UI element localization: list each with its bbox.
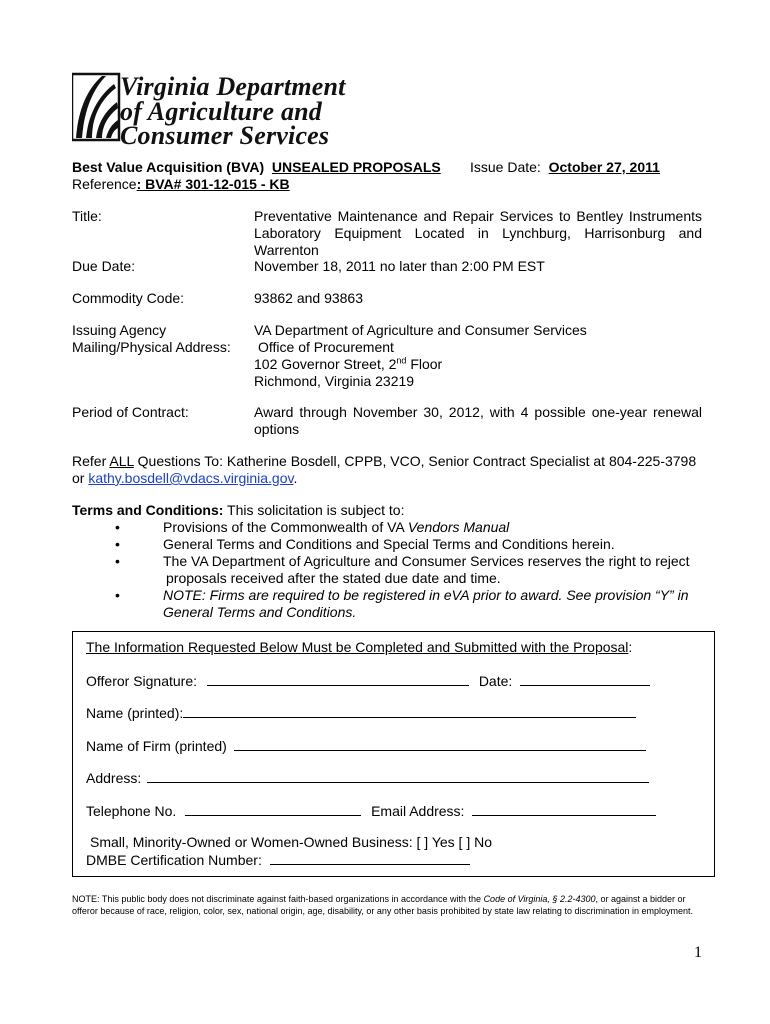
agency-address: VA Department of Agriculture and Consumer Services Office of Procurement 102 Governor Street, 2nd Floor Richmond, Virginia 23219 <box>254 322 587 389</box>
dmbe-business-question[interactable]: Small, Minority-Owned or Women-Owned Business: [ ] Yes [ ] No <box>90 834 493 850</box>
questions-email-line: or kathy.bosdell@vdacs.virginia.gov. <box>72 470 298 486</box>
signature-date-field[interactable] <box>520 672 650 686</box>
period-value: Award through November 30, 2012, with 4 possible one-year renewal options <box>254 404 702 437</box>
offeror-signature-field[interactable] <box>207 672 469 686</box>
bva-heading: Best Value Acquisition (BVA) UNSEALED PROPOSALS <box>72 159 441 175</box>
email-address-field[interactable] <box>472 802 656 816</box>
firm-name-field[interactable] <box>234 737 646 751</box>
due-date-value: November 18, 2011 no later than 2:00 PM EST <box>254 258 545 274</box>
contact-email-link[interactable]: kathy.bosdell@vdacs.virginia.gov <box>88 470 294 486</box>
name-printed-field[interactable] <box>183 704 636 718</box>
firm-name-row: Name of Firm (printed) <box>86 737 646 755</box>
logo-line-3: Consumer Services <box>120 121 330 150</box>
agency-label: Issuing Agency Mailing/Physical Address: <box>72 322 231 355</box>
due-date-label: Due Date: <box>72 258 136 274</box>
title-value: Preventative Maintenance and Repair Services to Bentley Instruments Laboratory Equipment Located in Lynchburg, Harrisonburg and Warrenton <box>254 208 702 258</box>
period-label: Period of Contract: <box>72 404 189 420</box>
offeror-signature-row: Offeror Signature: Date: <box>86 672 650 690</box>
questions-contact: Refer ALL Questions To: Katherine Bosdell, CPPB, VCO, Senior Contract Specialist at 804-225-3798 <box>72 453 697 469</box>
telephone-field[interactable] <box>185 802 361 816</box>
page-number: 1 <box>694 944 702 961</box>
logo-line-2: of Agriculture and <box>120 97 323 126</box>
contact-row: Telephone No. Email Address: <box>86 802 656 820</box>
issue-date: Issue Date: October 27, 2011 <box>470 159 660 175</box>
reference: Reference: BVA# 301-12-015 - KB <box>72 176 290 192</box>
commodity-label: Commodity Code: <box>72 290 185 306</box>
title-label: Title: <box>72 208 102 224</box>
dmbe-cert-field[interactable] <box>270 851 470 865</box>
commodity-value: 93862 and 93863 <box>254 290 363 306</box>
address-field[interactable] <box>147 769 649 783</box>
terms-heading: Terms and Conditions: This solicitation is subject to: <box>72 502 405 518</box>
vdacs-logo-icon <box>72 72 122 142</box>
address-row: Address: <box>86 769 649 787</box>
name-printed-row: Name (printed): <box>86 704 636 722</box>
logo-line-1: Virginia Department <box>120 72 346 101</box>
form-heading: The Information Requested Below Must be Completed and Submitted with the Proposal: <box>86 639 633 655</box>
nondiscrimination-note: NOTE: This public body does not discriminate against faith-based organizations in accordance with the Code of Virginia, § 2.2-4300, or against a bidder or offeror because of race, religion, color, sex, national origin, age, disability, or any other basis prohibited by state law relating to discrimination in employment. <box>72 894 693 916</box>
dmbe-cert-row: DMBE Certification Number: <box>86 851 470 869</box>
